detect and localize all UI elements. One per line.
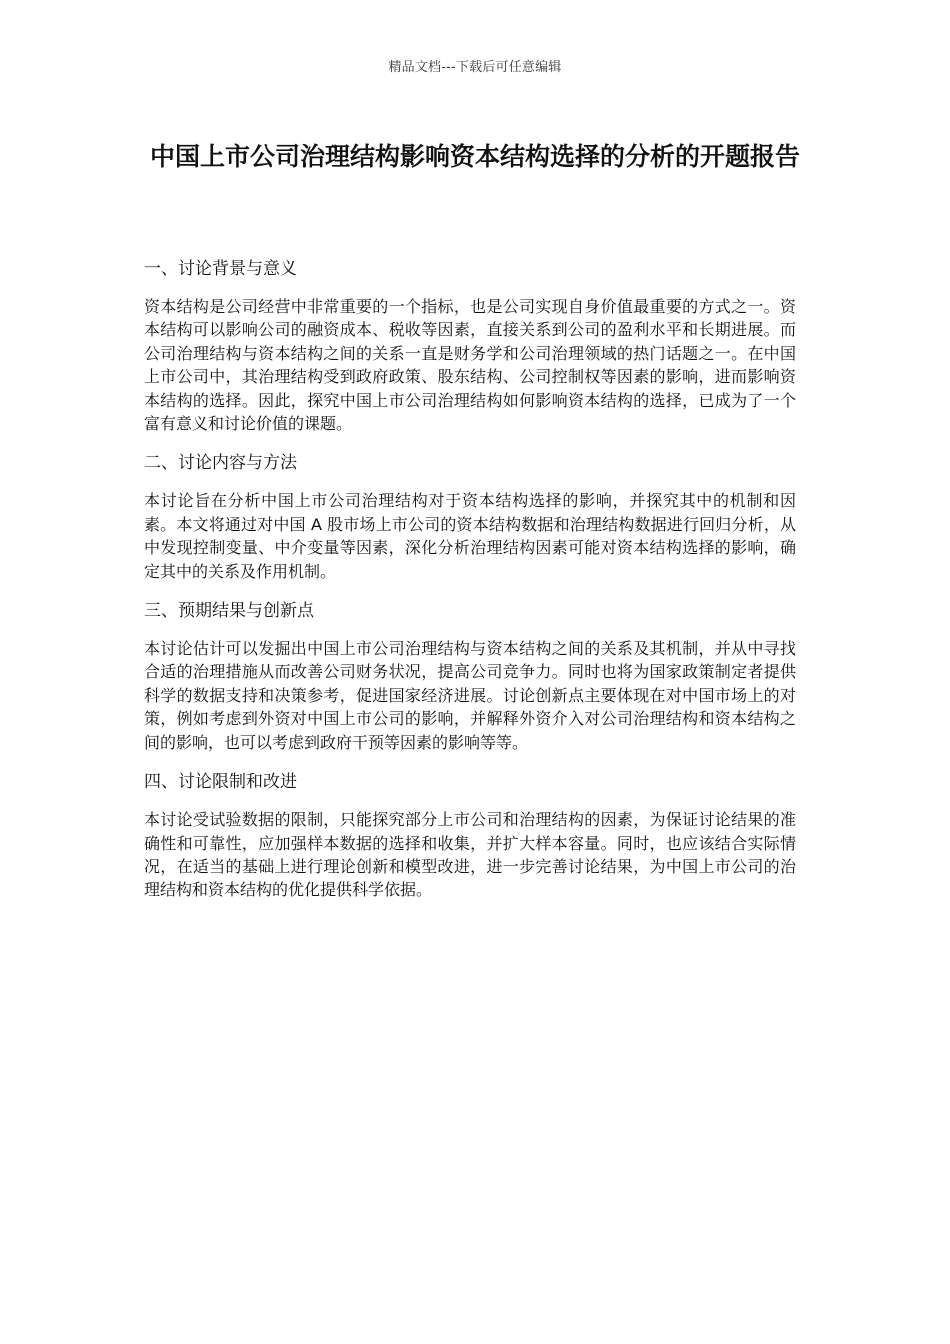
- section-content-method: [144, 449, 796, 583]
- document-body: [144, 255, 796, 916]
- section-expected-results: [144, 597, 796, 754]
- section-paragraph: 本讨论受试验数据的限制，只能探究部分上市公司和治理结构的因素，为保证讨论结果的准确性和可靠性，应加强样本数据的选择和收集，并扩大样本容量。同时，也应该结合实际情况，在适当的基础上进行理论创新和模型改进，进一步完善讨论结果，为中国上市公司的治理结构和资本结构的优化提供科学依据。: [144, 810, 796, 900]
- section-limitations: [144, 768, 796, 902]
- section-heading: 三、预期结果与创新点: [144, 601, 314, 622]
- section-background: [144, 255, 796, 435]
- section-paragraph: 资本结构是公司经营中非常重要的一个指标，也是公司实现自身价值最重要的方式之一。资本结构可以影响公司的融资成本、税收等因素，直接关系到公司的盈利水平和长期进展。而公司治理结构与资本结构之间的关系一直是财务学和公司治理领域的热门话题之一。在中国上市公司中，其治理结构受到政府政策、股东结构、公司控制权等因素的影响，进而影响资本结构的选择。因此，探究中国上市公司治理结构如何影响资本结构的选择，已成为了一个富有意义和讨论价值的课题。: [144, 297, 796, 434]
- section-heading: 一、讨论背景与意义: [144, 259, 297, 279]
- header-note: 精品文档---下载后可任意编辑: [388, 60, 562, 75]
- section-heading: 四、讨论限制和改进: [144, 772, 297, 793]
- document-title: 中国上市公司治理结构影响资本结构选择的分析的开题报告: [150, 142, 801, 171]
- section-paragraph: 本讨论旨在分析中国上市公司治理结构对于资本结构选择的影响，并探究其中的机制和因素。本文将通过对中国 A 股市场上市公司的资本结构数据和治理结构数据进行回归分析，从中发现控制变量、中介变量等因素，深化分析治理结构因素可能对资本结构选择的影响，确定其中的关系及作用机制。: [144, 491, 796, 581]
- section-paragraph: 本讨论估计可以发掘出中国上市公司治理结构与资本结构之间的关系及其机制，并从中寻找合适的治理措施从而改善公司财务状况，提高公司竞争力。同时也将为国家政策制定者提供科学的数据支持和决策参考，促进国家经济进展。讨论创新点主要体现在对中国市场上的对策，例如考虑到外资对中国上市公司的影响，并解释外资介入对公司治理结构和资本结构之间的影响，也可以考虑到政府干预等因素的影响等等。: [144, 639, 796, 752]
- section-heading: 二、讨论内容与方法: [144, 453, 297, 474]
